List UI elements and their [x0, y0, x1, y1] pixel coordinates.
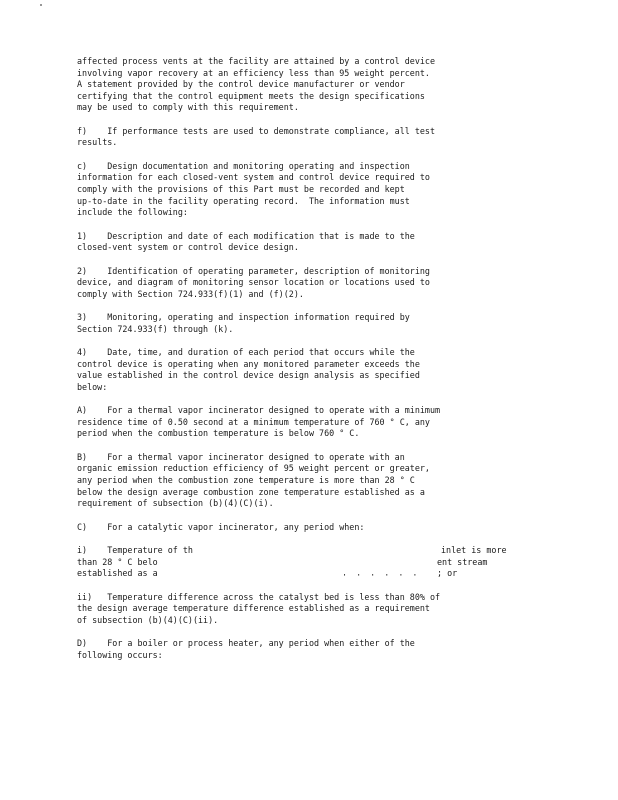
text-line: c) Design documentation and monitoring operating and inspection [77, 160, 410, 171]
text-fragment: inlet is more [441, 544, 507, 555]
text-line: information for each closed-vent system and control device required to [77, 172, 430, 183]
text-line: affected process vents at the facility are attained by a control device [77, 56, 435, 66]
text-line: 1) Description and date of each modification that is made to the [77, 230, 415, 241]
text-line: device, and diagram of monitoring sensor location or locations used to [77, 277, 430, 288]
text-line: any period when the combustion zone temperature is more than 28 ° C [77, 475, 415, 485]
text-line: comply with Section 724.933(f)(1) and (f)(2). [77, 288, 304, 299]
text-line: include the following: [77, 207, 188, 218]
scan-speck [40, 4, 42, 6]
text-line: certifying that the control equipment meets the design specifications [77, 90, 425, 101]
scan-dots: · · · · · · [342, 570, 420, 581]
text-line: involving vapor recovery at an efficiency less than 95 weight percent. [77, 67, 430, 78]
text-line: below: [77, 381, 108, 392]
fragment-row [77, 568, 537, 580]
text-line: value established in the control device design analysis as specified [77, 370, 420, 381]
paragraph-f [77, 126, 537, 149]
text-fragment: ; or [437, 568, 458, 579]
text-line: residence time of 0.50 second at a minimum temperature of 760 ° C, any [77, 416, 430, 427]
paragraph-C [77, 522, 537, 534]
text-line: A) For a thermal vapor incinerator designed to operate with a minimum [77, 405, 441, 416]
text-line: 4) Date, time, and duration of each period that occurs while the [77, 347, 415, 358]
text-line: following occurs: [77, 649, 163, 660]
paragraph-A [77, 405, 537, 440]
paragraph-Cii [77, 592, 537, 627]
text-line: D) For a boiler or process heater, any period when either of the [77, 638, 415, 649]
text-line: 2) Identification of operating parameter, description of monitoring [77, 265, 430, 276]
intro-paragraph [77, 56, 537, 114]
paragraph-Ci-partially-obscured [77, 545, 537, 580]
text-line: Section 724.933(f) through (k). [77, 323, 234, 334]
text-line: A statement provided by the control device manufacturer or vendor [77, 79, 405, 90]
fragment-row [77, 557, 537, 569]
paragraph-c1 [77, 231, 537, 254]
paragraph-c4 [77, 347, 537, 393]
text-fragment: ent stream [437, 556, 488, 567]
text-line: 3) Monitoring, operating and inspection information required by [77, 312, 410, 323]
text-line: B) For a thermal vapor incinerator designed to operate with an [77, 451, 405, 462]
text-line: C) For a catalytic vapor incinerator, any period when: [77, 521, 365, 532]
text-fragment: established as a [77, 568, 158, 579]
text-line: closed-vent system or control device design. [77, 242, 299, 253]
text-line: may be used to comply with this requirement. [77, 102, 299, 113]
text-line: organic emission reduction efficiency of 95 weight percent or greater, [77, 463, 430, 474]
text-line: below the design average combustion zone temperature established as a [77, 486, 425, 497]
text-line: period when the combustion temperature is below 760 ° C. [77, 428, 360, 439]
text-line: ii) Temperature difference across the catalyst bed is less than 80% of [77, 591, 441, 602]
paragraph-B [77, 452, 537, 510]
fragment-row [77, 545, 537, 557]
text-fragment: i) Temperature of th [77, 544, 193, 555]
text-line: up-to-date in the facility operating record. The information must [77, 195, 410, 206]
text-fragment: than 28 ° C belo [77, 556, 158, 567]
paragraph-D [77, 638, 537, 661]
paragraph-c [77, 161, 537, 219]
text-line: results. [77, 137, 118, 148]
paragraph-c2 [77, 266, 537, 301]
text-line: f) If performance tests are used to demonstrate compliance, all test [77, 125, 435, 136]
document-body [77, 56, 537, 661]
text-line: comply with the provisions of this Part must be recorded and kept [77, 183, 405, 194]
text-line: requirement of subsection (b)(4)(C)(i). [77, 498, 274, 509]
text-line: the design average temperature difference established as a requirement [77, 603, 430, 614]
paragraph-c3 [77, 312, 537, 335]
text-line: control device is operating when any monitored parameter exceeds the [77, 358, 420, 369]
text-line: of subsection (b)(4)(C)(ii). [77, 614, 219, 625]
